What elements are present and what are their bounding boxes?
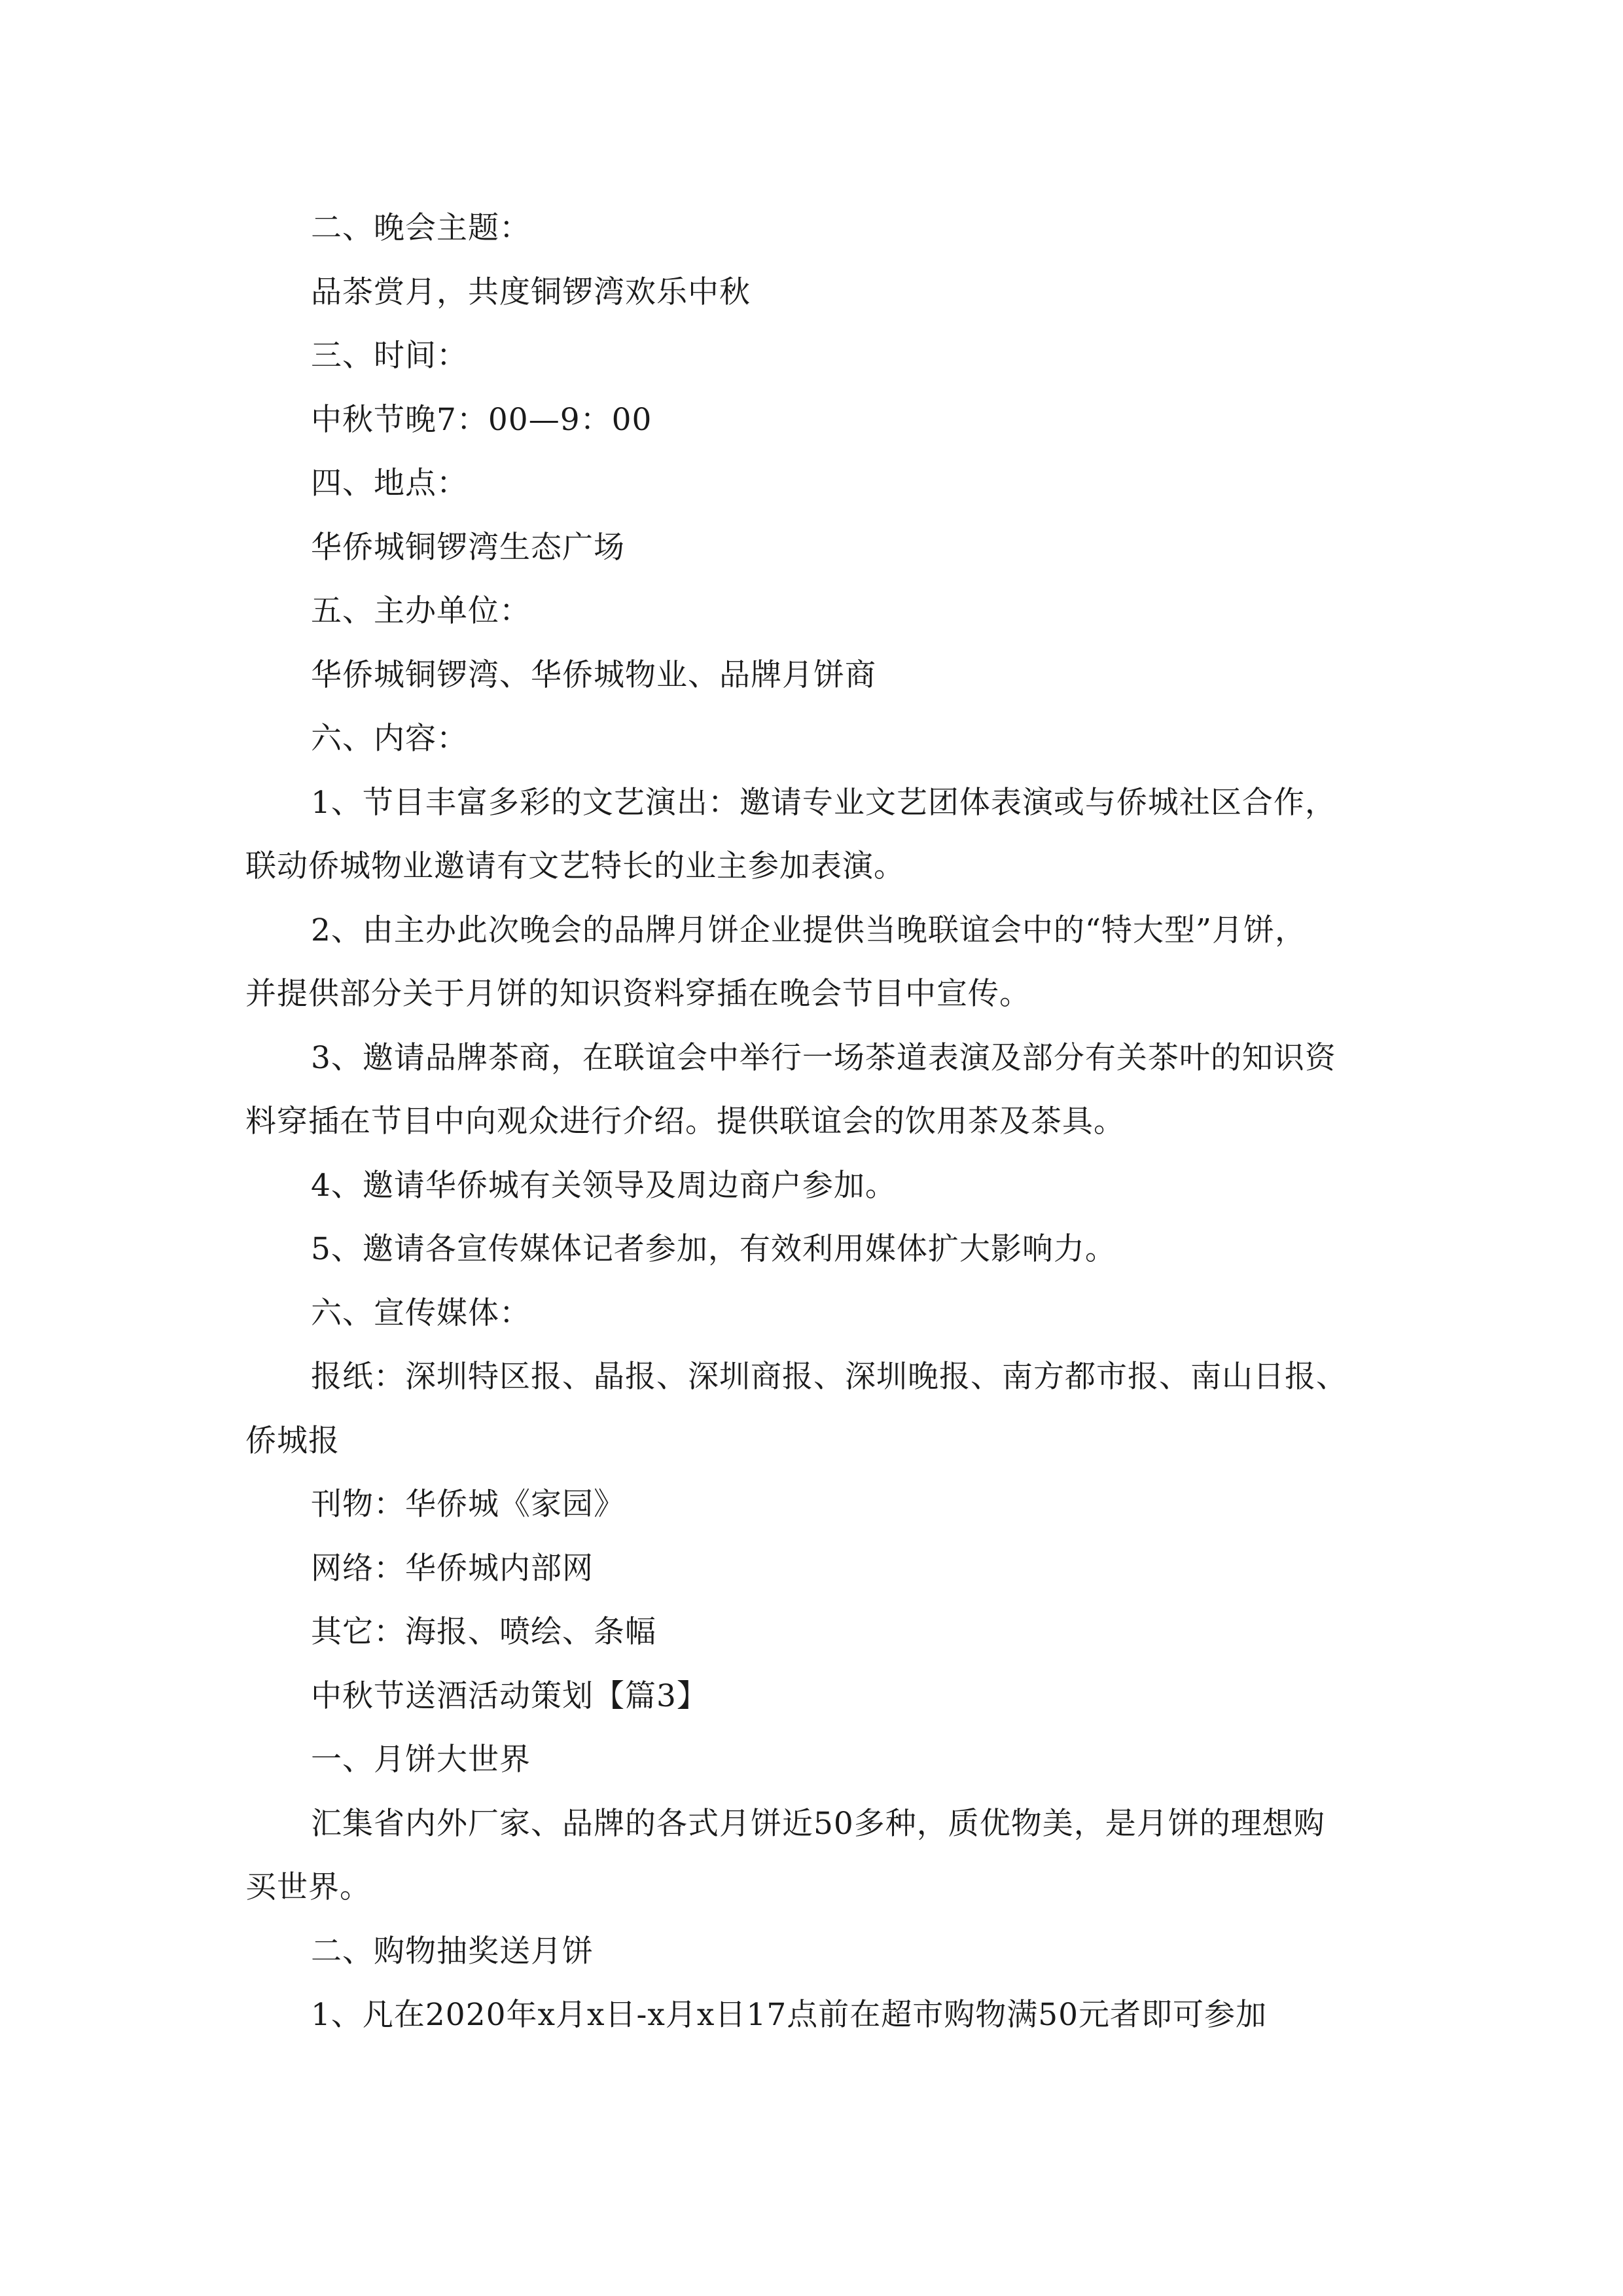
paragraph-line: 并提供部分关于月饼的知识资料穿插在晚会节目中宣传。 xyxy=(245,976,1031,1012)
paragraph-line: 4、邀请华侨城有关领导及周边商户参加。 xyxy=(311,1167,897,1204)
paragraph xyxy=(245,1154,1397,1218)
paragraph-line: 买世界。 xyxy=(245,1869,371,1905)
paragraph-line: 5、邀请各宣传媒体记者参加，有效利用媒体扩大影响力。 xyxy=(311,1231,1116,1267)
paragraph-line: 华侨城铜锣湾、华侨城物业、品牌月饼商 xyxy=(311,656,876,693)
paragraph-line: 一、月饼大世界 xyxy=(311,1742,531,1778)
paragraph xyxy=(245,452,1397,516)
paragraph xyxy=(245,643,1397,708)
paragraph xyxy=(245,1026,1397,1154)
paragraph xyxy=(245,516,1397,580)
paragraph xyxy=(245,1664,1397,1729)
paragraph-line: 四、地点： xyxy=(311,465,468,501)
paragraph xyxy=(245,1217,1397,1282)
paragraph xyxy=(245,1920,1397,1984)
paragraph xyxy=(245,260,1397,325)
paragraph-line: 报纸：深圳特区报、晶报、深圳商报、深圳晚报、南方都市报、南山日报、 xyxy=(311,1359,1347,1395)
paragraph xyxy=(245,1983,1397,2047)
paragraph-line: 2、由主办此次晚会的品牌月饼企业提供当晚联谊会中的“特大型”月饼， xyxy=(311,912,1306,948)
paragraph-line: 二、晚会主题： xyxy=(311,210,531,246)
paragraph-line: 3、邀请品牌茶商，在联谊会中举行一场茶道表演及部分有关茶叶的知识资 xyxy=(311,1039,1336,1076)
paragraph-line: 料穿插在节目中向观众进行介绍。提供联谊会的饮用茶及茶具。 xyxy=(245,1103,1125,1139)
paragraph xyxy=(245,196,1397,260)
paragraph xyxy=(245,1473,1397,1537)
paragraph xyxy=(245,1600,1397,1664)
paragraph-line: 汇集省内外厂家、品牌的各式月饼近50多种，质优物美，是月饼的理想购 xyxy=(311,1805,1325,1842)
paragraph-line: 品茶赏月，共度铜锣湾欢乐中秋 xyxy=(311,274,751,310)
paragraph xyxy=(245,324,1397,388)
paragraph-line: 联动侨城物业邀请有文艺特长的业主参加表演。 xyxy=(245,848,905,884)
paragraph xyxy=(245,1537,1397,1601)
paragraph-line: 其它：海报、喷绘、条幅 xyxy=(311,1614,656,1650)
paragraph xyxy=(245,707,1397,771)
paragraph-line: 三、时间： xyxy=(311,338,468,374)
document-body xyxy=(245,196,1397,2047)
paragraph-line: 华侨城铜锣湾生态广场 xyxy=(311,529,625,565)
paragraph xyxy=(245,771,1397,899)
paragraph xyxy=(245,1282,1397,1346)
paragraph-line: 1、节目丰富多彩的文艺演出：邀请专业文艺团体表演或与侨城社区合作， xyxy=(311,784,1336,821)
paragraph-line: 中秋节晚7：00—9：00 xyxy=(311,401,652,438)
paragraph-line: 二、购物抽奖送月饼 xyxy=(311,1933,594,1969)
paragraph xyxy=(245,1728,1397,1792)
paragraph-line: 网络：华侨城内部网 xyxy=(311,1550,594,1587)
paragraph-line: 中秋节送酒活动策划【篇3】 xyxy=(311,1677,708,1714)
paragraph xyxy=(245,899,1397,1026)
paragraph xyxy=(245,579,1397,643)
paragraph xyxy=(245,1792,1397,1920)
paragraph-line: 侨城报 xyxy=(245,1422,340,1459)
paragraph-line: 刊物：华侨城《家园》 xyxy=(311,1486,625,1522)
paragraph-line: 六、宣传媒体： xyxy=(311,1295,531,1331)
paragraph-line: 五、主办单位： xyxy=(311,593,531,629)
paragraph xyxy=(245,388,1397,452)
paragraph xyxy=(245,1345,1397,1473)
paragraph-line: 六、内容： xyxy=(311,721,468,757)
paragraph-line: 1、凡在2020年x月x日-x月x日17点前在超市购物满50元者即可参加 xyxy=(311,1997,1268,2033)
